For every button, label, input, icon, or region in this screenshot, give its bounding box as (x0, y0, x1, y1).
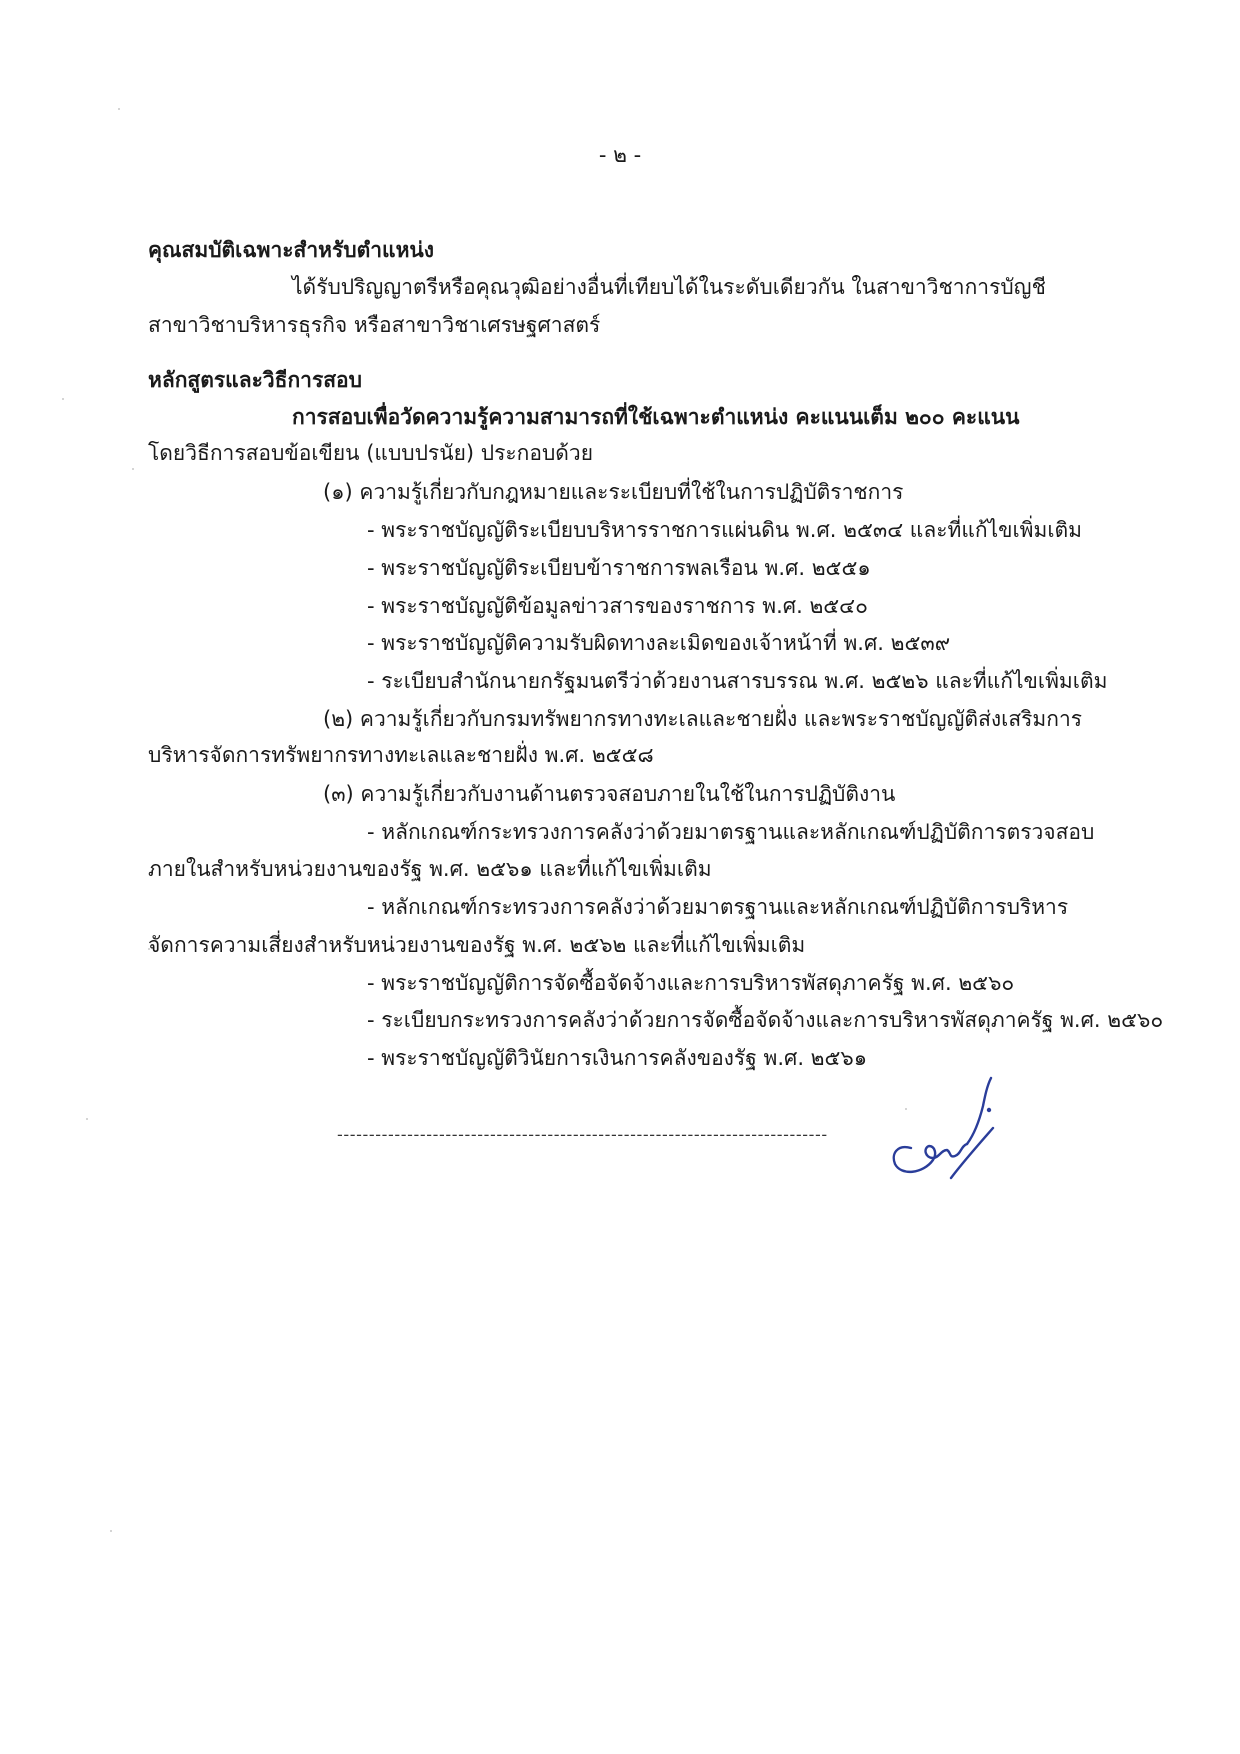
scan-speck (118, 108, 120, 110)
section-2-line-1: (๒) ความรู้เกี่ยวกับกรมทรัพยากรทางทะเลและชายฝั่ง และพระราชบัญญัติส่งเสริมการ (323, 707, 1083, 731)
section-1-item: - พระราชบัญญัติระเบียบบริหารราชการแผ่นดิน พ.ศ. ๒๕๓๔ และที่แก้ไขเพิ่มเติม (367, 518, 1083, 542)
qualifications-line-2: สาขาวิชาบริหารธุรกิจ หรือสาขาวิชาเศรษฐศาสตร์ (148, 313, 601, 337)
signature (875, 1070, 995, 1180)
section-3-item-2-line-2: จัดการความเสี่ยงสำหรับหน่วยงานของรัฐ พ.ศ. ๒๕๖๒ และที่แก้ไขเพิ่มเติม (148, 933, 806, 957)
page-number: - ๒ - (598, 143, 642, 167)
section-1-item: - พระราชบัญญัติข้อมูลข่าวสารของราชการ พ.ศ. ๒๕๔๐ (367, 594, 868, 618)
scan-speck (62, 398, 64, 400)
section-1-item: - ระเบียบสำนักนายกรัฐมนตรีว่าด้วยงานสารบรรณ พ.ศ. ๒๕๒๖ และที่แก้ไขเพิ่มเติม (367, 669, 1108, 693)
section-2-line-2: บริหารจัดการทรัพยากรทางทะเลและชายฝั่ง พ.ศ. ๒๕๕๘ (148, 743, 654, 767)
section-3-item-1-line-2: ภายในสำหรับหน่วยงานของรัฐ พ.ศ. ๒๕๖๑ และที่แก้ไขเพิ่มเติม (148, 857, 712, 881)
scan-speck (110, 1530, 112, 1532)
section-3-title: (๓) ความรู้เกี่ยวกับงานด้านตรวจสอบภายในใช้ในการปฏิบัติงาน (323, 782, 896, 806)
separator-dashes: ----------------------------------------------------------------------------- (337, 1125, 828, 1144)
scan-speck (86, 1118, 88, 1120)
curriculum-heading: หลักสูตรและวิธีการสอบ (148, 368, 362, 392)
scan-speck (132, 468, 134, 470)
exam-intro-bold: การสอบเพื่อวัดความรู้ความสามารถที่ใช้เฉพาะตำแหน่ง คะแนนเต็ม ๒๐๐ คะแนน (292, 405, 1020, 429)
exam-intro-line-2: โดยวิธีการสอบข้อเขียน (แบบปรนัย) ประกอบด้วย (148, 441, 594, 465)
section-3-item: - พระราชบัญญัติวินัยการเงินการคลังของรัฐ พ.ศ. ๒๕๖๑ (367, 1046, 868, 1070)
section-3-item: - ระเบียบกระทรวงการคลังว่าด้วยการจัดซื้อจัดจ้างและการบริหารพัสดุภาครัฐ พ.ศ. ๒๕๖๐ (367, 1008, 1164, 1032)
section-1-title: (๑) ความรู้เกี่ยวกับกฎหมายและระเบียบที่ใช้ในการปฏิบัติราชการ (323, 480, 904, 504)
qualifications-heading: คุณสมบัติเฉพาะสำหรับตำแหน่ง (148, 238, 435, 262)
section-1-item: - พระราชบัญญัติความรับผิดทางละเมิดของเจ้าหน้าที่ พ.ศ. ๒๕๓๙ (367, 631, 951, 655)
section-1-item: - พระราชบัญญัติระเบียบข้าราชการพลเรือน พ.ศ. ๒๕๕๑ (367, 556, 871, 580)
section-3-item: - พระราชบัญญัติการจัดซื้อจัดจ้างและการบริหารพัสดุภาครัฐ พ.ศ. ๒๕๖๐ (367, 971, 1015, 995)
section-3-item-2-line-1: - หลักเกณฑ์กระทรวงการคลังว่าด้วยมาตรฐานและหลักเกณฑ์ปฏิบัติการบริหาร (367, 895, 1069, 919)
qualifications-line-1: ได้รับปริญญาตรีหรือคุณวุฒิอย่างอื่นที่เทียบได้ในระดับเดียวกัน ในสาขาวิชาการบัญชี (292, 275, 1046, 299)
section-3-item-1-line-1: - หลักเกณฑ์กระทรวงการคลังว่าด้วยมาตรฐานและหลักเกณฑ์ปฏิบัติการตรวจสอบ (367, 820, 1095, 844)
